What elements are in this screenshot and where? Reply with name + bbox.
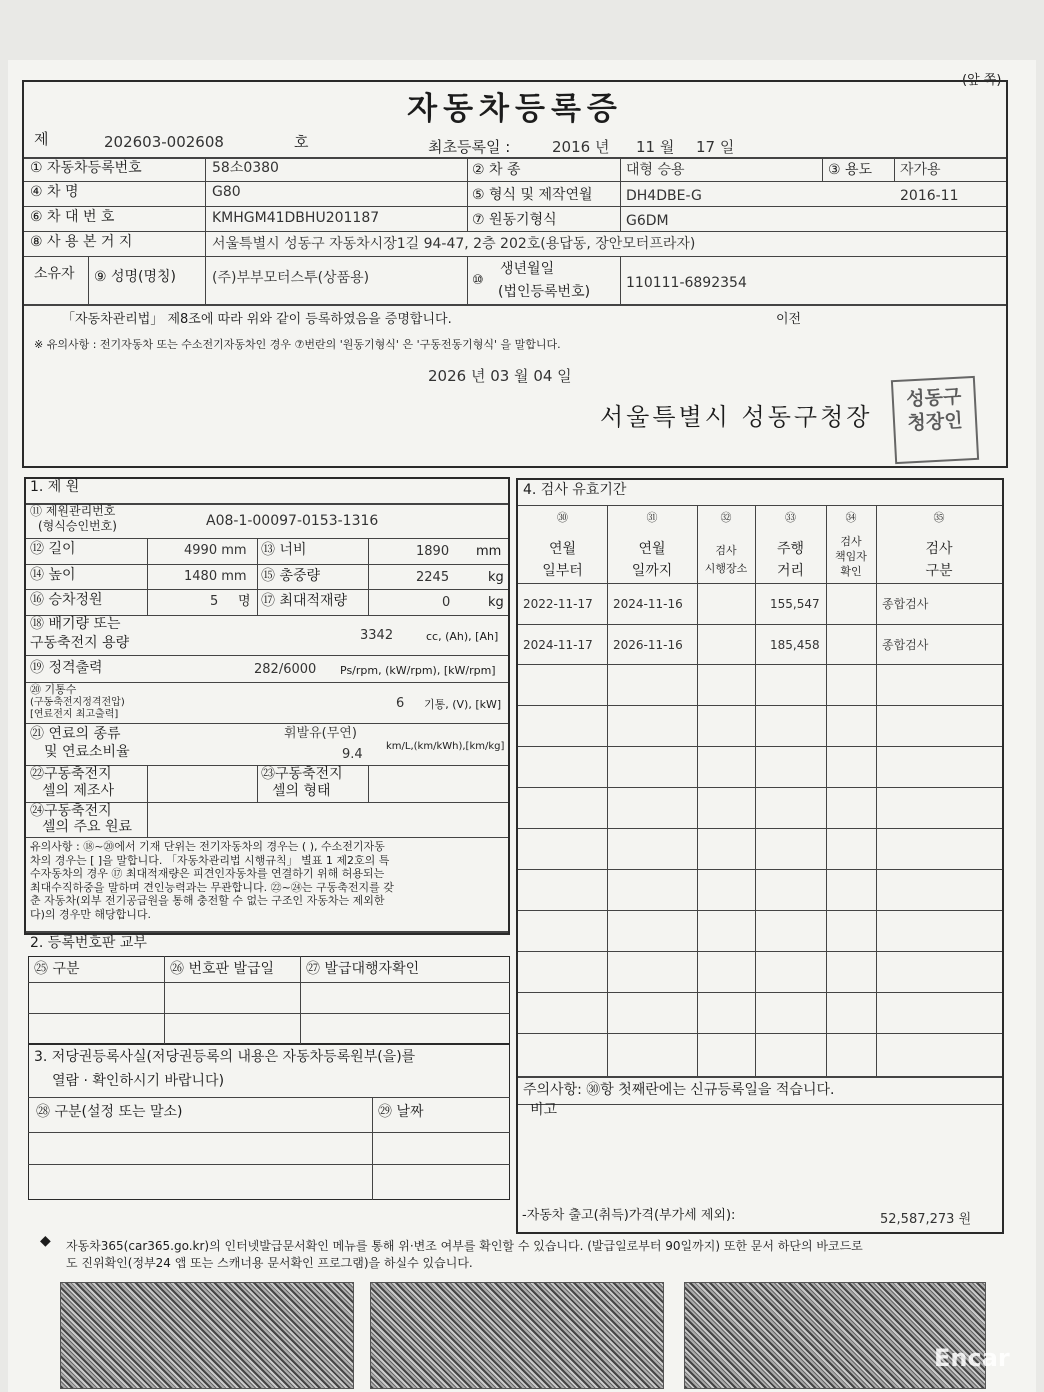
col-num: ㉞: [845, 511, 857, 524]
footer-line-2: 도 진위확인(정부24 앱 또는 스캐너용 문서확인 프로그램)을 하실수 있습니다.: [66, 1256, 473, 1270]
battery-maker-label-1: ㉒구동축전지: [30, 766, 112, 782]
notice-line: 춘 자동차(외부 전기공급원을 통해 충전할 수 없는 구조인 자동차는 제외한: [30, 894, 385, 907]
header-text: 검사: [925, 541, 953, 557]
rule: [467, 256, 468, 304]
footer-line-1: 자동차365(car365.go.kr)의 인터넷발급문서확인 메뉴를 통해 위·변조 여부를 확인할 수 있습니다. (발급일로부터 90일까지) 또한 문서 하단의 바코드로: [66, 1239, 863, 1253]
birth-number-mark: ⑩: [472, 273, 484, 288]
certification-statement: 「자동차관리법」 제8조에 따라 위와 같이 등록하였음을 증명합니다.: [62, 312, 452, 327]
birth-value: 110111-6892354: [626, 275, 747, 291]
rule: [26, 931, 508, 933]
header-to: [607, 538, 697, 582]
lien-section: [28, 1044, 510, 1200]
rule: [147, 538, 148, 615]
rule: [755, 505, 756, 1076]
header-kind: [876, 538, 1002, 582]
rule: [518, 951, 1002, 952]
rule: [518, 624, 1002, 625]
length-value: 4990 mm: [184, 543, 247, 558]
rule: [518, 664, 1002, 665]
rule: [826, 505, 827, 1076]
rule: [372, 1097, 373, 1200]
length-label: ⑫ 길이: [30, 541, 76, 557]
displacement-label-2: 구동축전지 용량: [30, 635, 130, 651]
header-officer: [826, 534, 876, 579]
vin-label: ⑥ 차 대 번 호: [30, 209, 115, 225]
rule: [257, 765, 258, 802]
rule: [28, 1132, 510, 1133]
rule: [26, 837, 508, 838]
cylinders-unit: 기통, (V), [kW]: [424, 698, 502, 711]
header-mileage: [755, 538, 826, 582]
barcode-3: [684, 1282, 986, 1389]
header-text: 연월: [548, 541, 577, 557]
first-registration-month: 11 월: [636, 138, 675, 156]
rule: [518, 1104, 1002, 1105]
document-title: 자동차등록증: [407, 91, 623, 127]
max-load-unit: kg: [488, 595, 504, 610]
col-num: ㉚: [557, 511, 568, 524]
header-text: 거리: [776, 563, 805, 579]
owner-label: 소유자: [34, 266, 75, 282]
row1-from: 2022-11-17: [523, 597, 593, 611]
lien-section-title-2: 열람 · 확인하시기 바랍니다): [52, 1073, 225, 1089]
gross-weight-value: 2245: [416, 570, 450, 585]
cert-number: 202603-002608: [104, 133, 224, 151]
birth-label-2: (법인등록번호): [498, 284, 591, 300]
spec-notice: [30, 840, 504, 921]
cylinders-label-3: [연료전지 최고출력]: [30, 709, 119, 720]
rule: [26, 723, 508, 724]
rule: [518, 869, 1002, 870]
first-registration-day: 17 일: [696, 138, 735, 156]
birth-label-1: 생년월일: [500, 261, 555, 277]
rule: [518, 1076, 1002, 1078]
rule: [894, 157, 895, 181]
rule: [518, 583, 1002, 584]
header-text: 책임자: [835, 550, 867, 563]
notice-line: 유의사항 : ⑱~⑳에서 기재 단위는 전기자동차의 경우는 ( ), 수소전기자동: [30, 840, 385, 853]
form-label: ⑤ 형식 및 제작연월: [472, 187, 593, 203]
official-seal: [891, 376, 979, 464]
battery-material-label-1: ㉔구동축전지: [30, 803, 112, 819]
usage-value: 자가용: [900, 162, 941, 178]
rule: [518, 1033, 1002, 1034]
reg-no-label: ① 자동차등록번호: [30, 160, 142, 176]
row1-mileage: 155,547: [770, 597, 820, 611]
row2-mileage: 185,458: [770, 638, 820, 652]
plate-col-agent: ㉗ 발급대행자확인: [306, 961, 420, 977]
rule: [607, 505, 608, 1076]
cylinders-label-1: ⑳ 기통수: [30, 683, 77, 696]
header-place: [697, 542, 755, 578]
rule: [24, 157, 1006, 159]
issue-date: 2026 년 03 월 04 일: [428, 367, 572, 385]
rule: [518, 787, 1002, 788]
price-value: 52,587,273 원: [880, 1212, 972, 1227]
seats-value: 5: [210, 594, 219, 609]
engine-label: ⑦ 원동기형식: [472, 212, 557, 228]
row2-to: 2026-11-16: [613, 638, 683, 652]
header-text: 연월: [638, 541, 666, 557]
rule: [620, 157, 621, 231]
header-from: [518, 538, 607, 582]
page-side-label: (앞 쪽): [962, 73, 1002, 88]
rule: [300, 956, 301, 1044]
model-value: G80: [212, 184, 241, 200]
vehicle-type-label: ② 차 종: [472, 162, 521, 178]
vehicle-type-value: 대형 승용: [626, 162, 685, 178]
inspection-note: 주의사항: ㉚항 첫째란에는 신규등록일을 적습니다.: [523, 1082, 835, 1098]
rule: [28, 982, 510, 983]
rule: [518, 992, 1002, 993]
svg-text:청장인: 청장인: [907, 409, 964, 435]
rule: [88, 256, 89, 304]
seats-label: ⑯ 승차정원: [30, 592, 103, 608]
fuel-label-1: ㉑ 연료의 종류: [30, 726, 121, 742]
fuel-economy-value: 9.4: [342, 747, 363, 762]
rule: [147, 765, 148, 837]
encar-watermark: Encar: [934, 1344, 1010, 1372]
rule: [24, 181, 1006, 182]
barcode-2: [370, 1282, 664, 1389]
rule: [205, 157, 206, 256]
fuel-type-value: 휘발유(무연): [284, 726, 357, 741]
notice-line: 수자동차의 경우 ⑰ 최대적재량은 피견인자동차를 연결하기 위해 허용되는: [30, 867, 385, 880]
displacement-label-1: ⑱ 배기량 또는: [30, 616, 121, 632]
width-label: ⑬ 너비: [261, 542, 307, 558]
inspection-section: [516, 478, 1004, 1234]
issuer-name: 서울특별시 성동구청장: [600, 403, 873, 431]
lien-col-category: ㉘ 구분(설정 또는 말소): [36, 1104, 183, 1120]
col-num: ㉝: [785, 511, 796, 524]
model-label: ④ 차 명: [30, 184, 79, 200]
rule: [26, 655, 508, 656]
rule: [368, 765, 369, 802]
rule: [28, 1097, 510, 1098]
remarks-label: 비고: [530, 1102, 558, 1118]
col-num: ㉟: [933, 511, 945, 524]
rule: [24, 256, 1006, 257]
width-value: 1890: [416, 544, 450, 559]
battery-maker-label-2: 셀의 제조사: [42, 783, 115, 799]
col-num: ㉛: [646, 511, 658, 524]
battery-type-label-1: ㉓구동축전지: [261, 766, 343, 782]
rule: [24, 304, 1006, 306]
width-unit: mm: [476, 544, 502, 559]
rule: [620, 256, 621, 304]
displacement-value: 3342: [360, 628, 394, 643]
base-value: 서울특별시 성동구 자동차시장1길 94-47, 2층 202호(용답동, 장안모터프라자): [212, 236, 696, 252]
owner-name-value: (주)부부모터스투(상품용): [212, 270, 370, 286]
header-text: 검사: [840, 535, 862, 548]
cylinders-label-2: (구동축전지정격전압): [30, 697, 125, 708]
cylinders-value: 6: [396, 696, 405, 711]
row2-from: 2024-11-17: [523, 638, 593, 652]
header-text: 일부터: [542, 563, 583, 579]
engine-value: G6DM: [626, 213, 669, 229]
rule: [205, 256, 206, 304]
seal-graphic: [893, 378, 977, 462]
rule: [876, 505, 877, 1076]
header-text: 구분: [925, 563, 953, 579]
form-value: DH4DBE-G: [626, 188, 702, 204]
first-registration-year: 2016 년: [552, 138, 610, 156]
cert-no-prefix: 제: [34, 130, 49, 148]
battery-type-label-2: 셀의 형태: [272, 783, 331, 799]
gross-weight-unit: kg: [488, 570, 504, 585]
spec-title: 1. 제 원: [30, 479, 80, 495]
col-num: ㉜: [720, 511, 732, 524]
rule: [518, 828, 1002, 829]
bullet-icon: ◆: [40, 1233, 51, 1249]
rule: [26, 682, 508, 683]
vin-value: KMHGM41DBHU201187: [212, 210, 380, 226]
usage-label: ③ 용도: [828, 162, 873, 178]
displacement-unit: cc, (Ah), [Ah]: [426, 630, 499, 643]
plate-col-issue-date: ㉖ 번호판 발급일: [170, 961, 275, 977]
reg-no-value: 58소0380: [212, 160, 279, 176]
power-label: ⑲ 정격출력: [30, 660, 103, 676]
lien-section-title-1: 3. 저당권등록사실(저당권등록의 내용은 자동차등록원부(을)를: [34, 1049, 416, 1065]
cert-no-suffix: 호: [294, 133, 309, 151]
rule: [518, 746, 1002, 747]
approval-label-1: ⑪ 제원관리번호: [30, 504, 116, 518]
header-text: 일까지: [631, 563, 673, 579]
rule: [697, 505, 698, 1076]
approval-label-2: (형식승인번호): [38, 519, 117, 533]
fuel-economy-unit: km/L,(km/kWh),[km/kg]: [386, 741, 505, 752]
rule: [26, 589, 508, 590]
barcode-1: [60, 1282, 354, 1389]
rule: [24, 206, 1006, 207]
height-value: 1480 mm: [184, 569, 247, 584]
row2-kind: 종합검사: [882, 638, 929, 652]
power-unit: Ps/rpm, (kW/rpm), [kW/rpm]: [340, 664, 496, 677]
fuel-label-2: 및 연료소비율: [44, 744, 130, 760]
rule: [164, 956, 165, 1044]
rule: [26, 538, 508, 539]
rule: [26, 564, 508, 565]
svg-text:성동구: 성동구: [905, 385, 962, 411]
first-registration-label: 최초등록일 :: [428, 138, 511, 156]
notice-line: 차의 경우는 [ ]을 말합니다. 「자동차관리법 시행규칙」 별표 1 제2호의 특: [30, 853, 390, 867]
rule: [518, 505, 1002, 506]
row1-kind: 종합검사: [882, 597, 929, 611]
lien-col-date: ㉙ 날짜: [378, 1104, 424, 1120]
rule: [368, 538, 369, 615]
plate-col-category: ㉕ 구분: [34, 961, 80, 977]
battery-material-label-2: 셀의 주요 원료: [42, 819, 133, 835]
row1-to: 2024-11-16: [613, 597, 683, 611]
inspection-title: 4. 검사 유효기간: [523, 482, 627, 498]
rule: [28, 1013, 510, 1014]
header-text: 시행장소: [704, 562, 748, 575]
rule: [28, 1164, 510, 1165]
ev-notice: ※ 유의사항 : 전기자동차 또는 수소전기자동차인 경우 ⑦번란의 '원동기형식' 은 '구동전동기형식' 을 말합니다.: [34, 338, 561, 351]
height-label: ⑭ 높이: [30, 567, 76, 583]
power-value: 282/6000: [254, 662, 317, 677]
header-text: 확인: [840, 565, 862, 578]
approval-number: A08-1-00097-0153-1316: [206, 513, 379, 529]
owner-name-label: ⑨ 성명(명칭): [94, 269, 177, 285]
manufacture-date: 2016-11: [900, 188, 959, 204]
price-label: -자동차 출고(취득)가격(부가세 제외):: [522, 1208, 736, 1223]
notice-line: 최대수직하중을 말하며 견인능력과는 무관합니다. ㉒~㉔는 구동축전지를 갖: [30, 880, 394, 894]
base-label: ⑧ 사 용 본 거 지: [30, 234, 133, 250]
rule: [257, 538, 258, 615]
rule: [24, 231, 1006, 232]
plate-section-title: 2. 등록번호판 교부: [30, 935, 147, 951]
gross-weight-label: ⑮ 총중량: [261, 568, 321, 584]
rule: [518, 705, 1002, 706]
rule: [518, 910, 1002, 911]
notice-line: 다)의 경우만 해당합니다.: [30, 907, 152, 921]
rule: [822, 157, 823, 181]
transfer-label: 이전: [776, 312, 802, 327]
max-load-label: ⑰ 최대적재량: [261, 593, 348, 609]
seats-unit: 명: [238, 594, 251, 609]
header-text: 주행: [776, 541, 805, 557]
header-text: 검사: [715, 544, 737, 557]
rule: [467, 157, 468, 231]
max-load-value: 0: [442, 595, 451, 610]
